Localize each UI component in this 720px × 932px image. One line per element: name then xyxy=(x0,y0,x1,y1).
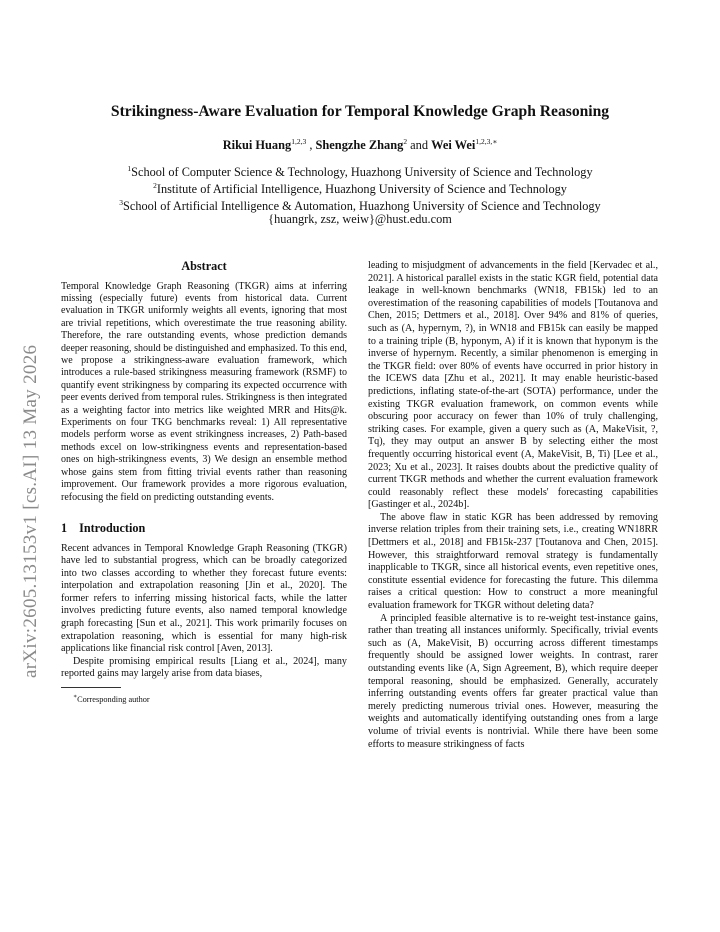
affiliation-text: School of Computer Science & Technology, Huazhong University of Science and Technology xyxy=(131,165,593,180)
body-paragraph: The above flaw in static KGR has been addressed by removing inverse relation triples from their training sets, i.e., creating WN18RR [Dettmers et al., 2018] and FB15k-237 [Toutanova and Chen, 2015]. However, this straightforward removal strategy is fundamentally inapplicable to TKGR, since all historical events, even repetitive ones, constitute essential evidence for forecasting the future. This dilemma raises a critical question: How to construct a more meaningful evaluation framework for TKGR without deleting data? xyxy=(368,511,658,612)
affiliation-sup: 1 xyxy=(127,164,132,173)
footnote xyxy=(61,691,347,706)
affiliation-sup: 2 xyxy=(153,181,157,190)
arxiv-stamp-text: arXiv:2605.13153v1 [cs.AI] 13 May 2026 xyxy=(20,344,41,678)
author-affil-sup: 2 xyxy=(403,137,408,146)
footnote-rule xyxy=(61,687,121,688)
author-name: Rikui Huang xyxy=(222,138,292,153)
author-name: Wei Wei xyxy=(431,138,476,153)
arxiv-stamp xyxy=(12,258,62,678)
paper-title: Strikingness-Aware Evaluation for Temporal Knowledge Graph Reasoning xyxy=(110,103,610,120)
body-paragraph: Despite promising empirical results [Liang et al., 2024], many reported gains may largely arise from data biases, xyxy=(61,655,347,680)
footnote-text: Corresponding author xyxy=(77,694,150,704)
author-line xyxy=(60,137,660,153)
section-number: 1 xyxy=(61,520,68,535)
author-affil-sup: 1,2,3 xyxy=(291,137,307,146)
affiliation-text: Institute of Artificial Intelligence, Huazhong University of Science and Technology xyxy=(156,182,567,197)
footnote-mark: ∗ xyxy=(73,694,78,701)
author-name: Shengzhe Zhang xyxy=(315,138,404,153)
author-affil-sup: 1,2,3,∗ xyxy=(475,137,498,146)
left-column xyxy=(61,260,347,706)
body-paragraph: leading to misjudgment of advancements in the field [Kervadec et al., 2021]. A historical parallel exists in the static KGR field, potential data leakage in well-known benchmarks (WN18, FB15k) led to an overestimation of the reasoning capabilities of models [Toutanova and Chen, 2015; Dettmers et al., 2018]. Over 94% and 81% of queries, such as (A, hypernym, ?), in WN18 and FB15k can easily be mapped to a training triple (B, hyponym, A) if it is known that hyponym is the inverse of hypernym. Recently, a similar phenomenon is emerging in the TKGR field: over 80% of events have occurred in prior history in the ICEWS data [Zhu et al., 2021]. It may enable heuristic-based predictions, inflating state-of-the-art (SOTA) performance, under the existing TKGR evaluation framework, on common events while obscuring poor accuracy on fewer than 10% of truly challenging, striking cases. For example, given a query such as (A, MakeVisit, ?, Tq), they may output an answer B by selecting either the most frequently occurring historical event (A, MakeVisit, B, Ti) [Lee et al., 2023; Xu et al., 2023]. It raises doubts about the predictive quality of current TKGR methods and whether the current evaluation framework could reasonably reflect these models' forecasting capabilities [Gastinger et al., 2024b]. xyxy=(368,260,658,511)
affiliation-text: School of Artificial Intelligence & Automation, Huazhong University of Science and Technology xyxy=(123,199,601,214)
author-separator: , xyxy=(306,138,316,153)
abstract-heading: Abstract xyxy=(181,259,227,273)
right-column xyxy=(368,260,658,751)
author-separator: and xyxy=(407,138,432,153)
body-paragraph: Recent advances in Temporal Knowledge Graph Reasoning (TKGR) have led to substantial progress, which can be broadly categorized into two classes according to whether they forecast future events: interpolation and extrapolation reasoning [Jin et al., 2020]. The former refers to inferring missing historical facts, while the latter involves predicting future events, also named temporal knowledge graph forecasting [Sun et al., 2021]. This work primarily focuses on extrapolation reasoning, which is essential for many high-risk applications like financial risk control [Aven, 2013]. xyxy=(61,542,347,655)
email-line: {huangrk, zsz, weiw}@hust.edu.com xyxy=(268,212,452,226)
section-title: Introduction xyxy=(79,520,146,535)
body-paragraph: A principled feasible alternative is to re-weight test-instance gains, rather than treating all instances uniformly. Specifically, trivial events such as (A, MakeVisit, B) occurring across different timestamps frequently should be assigned lower weights. In contrast, rarer outstanding events like (A, Sign Agreement, B), which require deeper temporal reasoning, should be emphasized. Generally, accurately inferring outstanding events offers far greater practical value than merely predicting numerous trivial ones. However, measuring the weights and automatically identifying outstanding ones from a large volume of trivial events is nontrivial. While there have been some efforts to measure strikingness of facts xyxy=(368,612,658,750)
affiliation-sup: 3 xyxy=(119,198,124,207)
section-heading xyxy=(61,522,347,535)
abstract-text: Temporal Knowledge Graph Reasoning (TKGR) aims at inferring missing (especially future) events from historical data. Current evaluation in TKGR uniformly weights all events, ignoring that most are trivial repetitions, which overestimate the true reasoning ability. Therefore, the rare outstanding events, whose prediction demands deeper reasoning, should be distinguished and emphasized. To this end, we propose a strikingness-aware evaluation framework, which introduces a rule-based strikingness measuring framework (RSMF) to quantify event strikingness by comparing its expected occurrence with peer events derived from temporal rules. Strikingness is then integrated as a weighting factor into metrics like weighted MRR and Hits@k. Experiments on four TKG benchmarks reveal: 1) All representative models perform worse as event strikingness increases, 2) Path-based methods excel on low-strikingness events and representation-based ones on high-strikingness events, 3) We design an ensemble method whose gains stem from fitting trivial events rather than reasoning improvement. Our framework provides a more rigorous evaluation, refocusing the field on predicting outstanding events. xyxy=(61,280,347,503)
